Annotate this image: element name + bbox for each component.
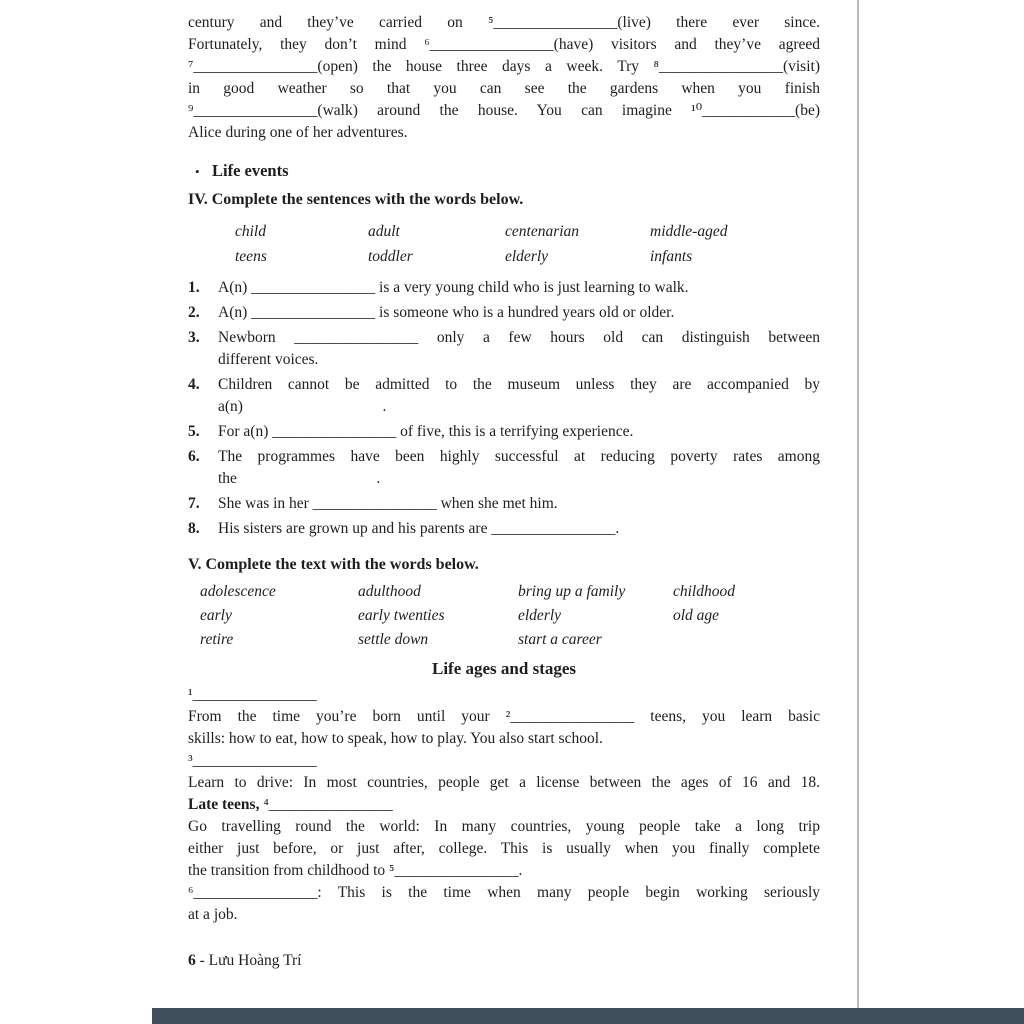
line-text: From the time you’re born until your ²________________ teens, you learn basic (188, 708, 820, 725)
item-number: 5. (188, 423, 200, 440)
word-bank-item: middle-aged (650, 223, 728, 240)
text-line (188, 706, 820, 728)
exercise-item (188, 518, 820, 540)
text-line: Fortunately, they don’t mind ⁶________________(have) visitors and they’ve agreed (188, 36, 820, 53)
word-bank-item: adulthood (358, 583, 421, 600)
text-line: A(n) ________________ is a very young child who is just learning to walk. (218, 279, 689, 296)
text-line: ⁷________________(open) the house three days a week. Try ⁸________________(visit) (188, 58, 820, 75)
item-text (218, 327, 820, 371)
word-bank-item: settle down (358, 631, 429, 648)
text-line: different voices. (218, 351, 319, 368)
word-bank-item: centenarian (505, 223, 580, 240)
line-text: Go travelling round the world: In many countries, young people take a long trip (188, 818, 820, 835)
text-line: Children cannot be admitted to the museum unless they are accompanied by (218, 376, 820, 393)
item-text (218, 421, 820, 443)
word-bank-row (200, 604, 820, 628)
item-number: 7. (188, 495, 200, 512)
line-text: ³________________ (188, 752, 317, 769)
page-edge-line (857, 0, 859, 1008)
line-text: ⁴________________ (263, 796, 393, 813)
text-line: century and they’ve carried on ⁵________________(live) there ever since. (188, 14, 820, 31)
text-line (188, 750, 820, 772)
exercise-item (188, 302, 820, 324)
exercise-item (188, 277, 820, 299)
bullet-icon: • (195, 164, 200, 179)
text-line (188, 904, 820, 926)
exercise4-items (188, 277, 820, 540)
word-bank-item: start a career (518, 631, 602, 648)
life-events-heading (188, 160, 820, 183)
line-text: Learn to drive: In most countries, people get a license between the ages of 16 and 18. (188, 774, 820, 791)
item-text (218, 446, 820, 490)
word-bank-item: early twenties (358, 607, 445, 624)
text-line (188, 794, 820, 816)
life-events-label: Life events (212, 161, 289, 180)
text-line: For a(n) ________________ of five, this is a terrifying experience. (218, 423, 634, 440)
exercise-item (188, 421, 820, 443)
text-line: His sisters are grown up and his parents are ________________. (218, 520, 620, 537)
item-text (218, 277, 820, 299)
word-bank-item: early (200, 607, 232, 624)
item-text (218, 518, 820, 540)
exercise-item (188, 493, 820, 515)
line-text: skills: how to eat, how to speak, how to play. You also start school. (188, 730, 603, 747)
text-line (188, 728, 820, 750)
item-number: 2. (188, 304, 200, 321)
exercise5-title: V. Complete the text with the words below. (188, 556, 479, 573)
word-bank-4 (235, 219, 820, 269)
text-line: A(n) ________________ is someone who is a hundred years old or older. (218, 304, 675, 321)
item-number: 3. (188, 329, 200, 346)
word-bank-item: teens (235, 248, 267, 265)
item-number: 8. (188, 520, 200, 537)
word-bank-row (200, 628, 820, 652)
word-bank-item: elderly (518, 607, 562, 624)
text-line: Alice during one of her adventures. (188, 124, 408, 141)
text-line (188, 860, 820, 882)
word-bank-row (200, 580, 820, 604)
line-text: the transition from childhood to ⁵________________. (188, 862, 523, 879)
item-text (218, 302, 820, 324)
page-content (188, 12, 820, 972)
text-line (188, 838, 820, 860)
text-line: in good weather so that you can see the gardens when you finish (188, 80, 820, 97)
text-line (188, 816, 820, 838)
text-line: the . (218, 470, 381, 487)
item-text (218, 493, 820, 515)
item-number: 4. (188, 376, 200, 393)
word-bank-row (235, 244, 820, 269)
word-bank-5 (200, 580, 820, 652)
word-bank-item: toddler (368, 248, 413, 265)
word-bank-row (235, 219, 820, 244)
line-text: ⁶________________: This is the time when many people begin working seriously (188, 884, 820, 901)
exercise-item (188, 327, 820, 371)
line-text: at a job. (188, 906, 238, 923)
text-line: a(n) . (218, 398, 387, 415)
scan-bottom-bar (152, 1008, 1024, 1024)
text-line (188, 772, 820, 794)
exercise-item (188, 446, 820, 490)
word-bank-item: bring up a family (518, 583, 626, 600)
word-bank-item: adult (368, 223, 400, 240)
word-bank-item: old age (673, 607, 720, 624)
text-line (188, 882, 820, 904)
line-text: either just before, or just after, college. This is usually when you finally complete (188, 840, 820, 857)
page-footer (188, 950, 820, 972)
item-text (218, 374, 820, 418)
word-bank-item: adolescence (200, 583, 276, 600)
line-text: ¹________________ (188, 686, 317, 703)
footer-page-number: 6 (188, 952, 196, 969)
item-number: 1. (188, 279, 200, 296)
word-bank-item: elderly (505, 248, 549, 265)
text-line: The programmes have been highly successful at reducing poverty rates among (218, 448, 820, 465)
item-number: 6. (188, 448, 200, 465)
exercise-item (188, 374, 820, 418)
word-bank-item: retire (200, 631, 234, 648)
exercise5-text (188, 684, 820, 926)
line-bold-prefix: Late teens, (188, 796, 264, 813)
text-line: She was in her ________________ when she met him. (218, 495, 558, 512)
word-bank-item (673, 628, 820, 652)
text-line: ⁹________________(walk) around the house. You can imagine ¹⁰____________(be) (188, 102, 820, 119)
text-line (188, 684, 820, 706)
word-bank-item: child (235, 223, 266, 240)
footer-author: - Lưu Hoàng Trí (195, 952, 302, 969)
section-heading: Life ages and stages (431, 659, 577, 678)
word-bank-item: infants (650, 248, 693, 265)
intro-paragraph (188, 12, 820, 144)
exercise4-title: IV. Complete the sentences with the words below. (188, 191, 524, 208)
text-line: Newborn ________________ only a few hours old can distinguish between (218, 329, 820, 346)
word-bank-item: childhood (673, 583, 735, 600)
